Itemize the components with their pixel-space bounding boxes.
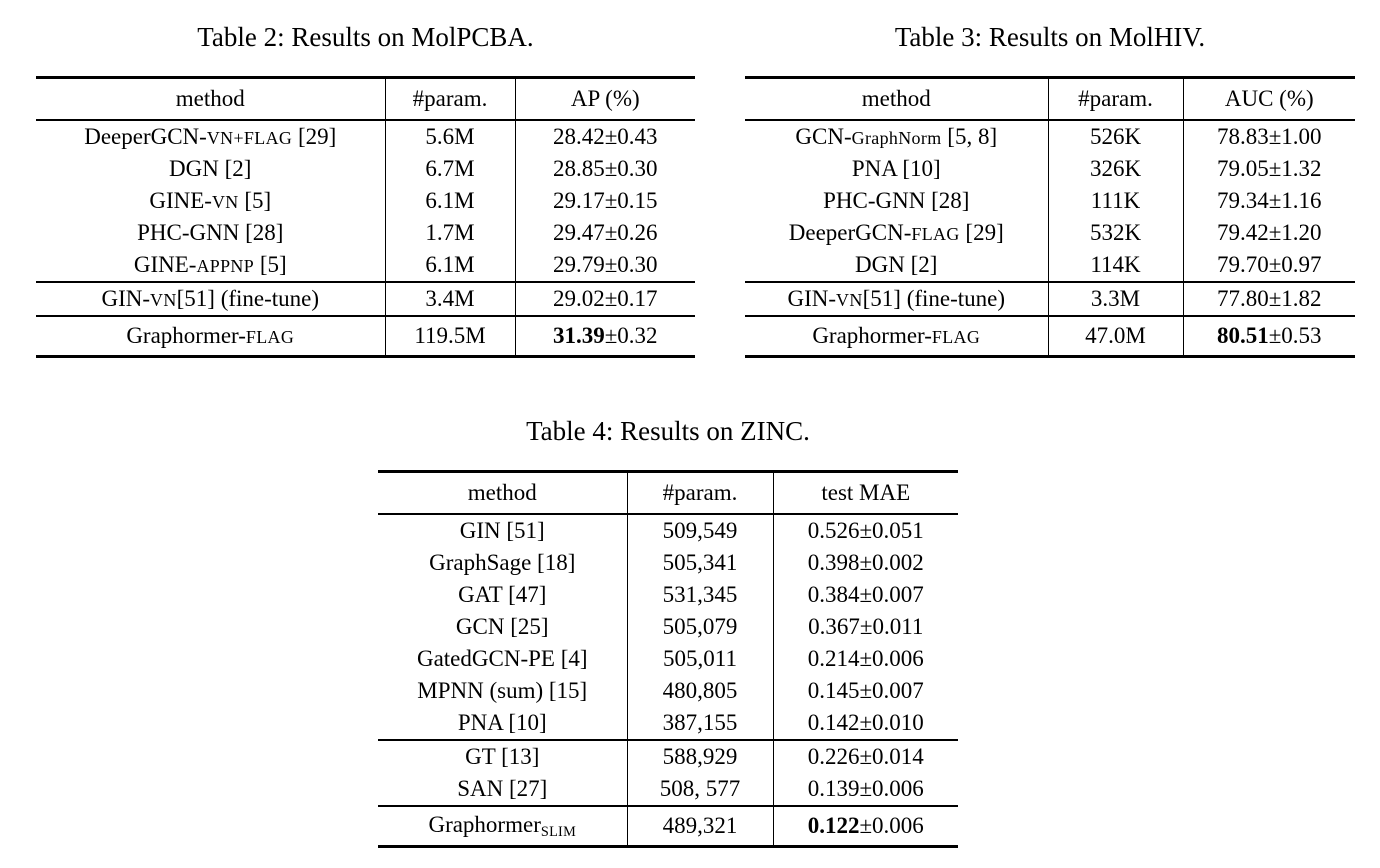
score-stddev: ±1.20 [1268, 220, 1322, 245]
method-text: GraphSage [18] [429, 550, 576, 575]
column-header: test MAE [773, 472, 958, 515]
method-cell [36, 316, 385, 357]
method-text: Graphormer [428, 811, 541, 837]
score-cell [515, 316, 695, 357]
method-text: [29] [959, 220, 1004, 245]
table-row [378, 579, 958, 611]
column-header: method [36, 78, 385, 121]
method-cell [36, 249, 385, 282]
method-cell [378, 643, 627, 675]
method-smallcaps-text: FLAG [911, 224, 960, 244]
param-count-cell: 588,929 [627, 740, 773, 773]
table-row [378, 514, 958, 547]
method-cell [378, 514, 627, 547]
param-count-cell: 509,549 [627, 514, 773, 547]
score-cell [773, 740, 958, 773]
param-count-cell: 111K [1048, 185, 1183, 217]
param-count-cell: 532K [1048, 217, 1183, 249]
table-row [36, 217, 695, 249]
method-cell [745, 282, 1048, 316]
score-value: 79.70 [1216, 252, 1269, 277]
table-row [36, 249, 695, 282]
score-stddev: ±0.006 [859, 813, 924, 838]
column-header: AUC (%) [1183, 78, 1355, 121]
header-row [378, 472, 958, 515]
score-cell [1183, 217, 1355, 249]
table-zinc-section [378, 414, 958, 848]
method-cell [745, 217, 1048, 249]
table-zinc-caption: Table 4: Results on ZINC. [526, 416, 810, 446]
score-value: 0.145 [807, 678, 860, 703]
method-cell [745, 249, 1048, 282]
score-stddev: ±1.32 [1268, 156, 1322, 181]
table-molpcba-caption: Table 2: Results on MolPCBA. [197, 22, 534, 52]
table-row [378, 707, 958, 740]
score-value: 29.02 [552, 286, 605, 311]
param-count-cell: 3.4M [385, 282, 515, 316]
method-text: [29] [292, 124, 337, 149]
score-cell [1183, 282, 1355, 316]
score-stddev: ±0.30 [604, 156, 658, 181]
table-row [36, 316, 695, 357]
score-stddev: ±0.15 [604, 188, 658, 213]
score-stddev: ±0.006 [859, 776, 924, 801]
table-row [745, 217, 1355, 249]
table-row [378, 611, 958, 643]
method-text: GINE- [133, 252, 197, 277]
table-row [745, 316, 1355, 357]
method-text: SAN [27] [457, 776, 548, 801]
header-row [745, 78, 1355, 121]
method-text: Graphormer- [812, 323, 932, 348]
score-stddev: ±0.011 [859, 614, 924, 639]
method-text: [5, 8] [941, 124, 998, 149]
score-cell [773, 675, 958, 707]
table-row [36, 153, 695, 185]
score-stddev: ±1.16 [1268, 188, 1322, 213]
method-cell [745, 316, 1048, 357]
score-stddev: ±1.00 [1268, 124, 1322, 149]
method-text: [5] [238, 188, 272, 213]
method-smallcaps-text: VN [211, 192, 239, 212]
column-header: method [378, 472, 627, 515]
score-stddev: ±0.051 [859, 518, 924, 543]
header-row [36, 78, 695, 121]
score-value: 80.51 [1216, 323, 1269, 348]
score-stddev: ±0.007 [859, 582, 924, 607]
method-text: GIN [51] [459, 518, 545, 543]
score-stddev: ±1.82 [1268, 286, 1322, 311]
table-row [745, 120, 1355, 153]
table-row [378, 547, 958, 579]
table-row [745, 282, 1355, 316]
method-cell [36, 185, 385, 217]
score-value: 0.398 [807, 550, 860, 575]
score-stddev: ±0.53 [1268, 323, 1322, 348]
method-text: GIN- [101, 286, 150, 311]
param-count-cell: 326K [1048, 153, 1183, 185]
method-text: [5] [254, 252, 287, 277]
column-header: #param. [627, 472, 773, 515]
table-row [745, 249, 1355, 282]
score-stddev: ±0.010 [859, 710, 924, 735]
method-text: PNA [10] [851, 156, 941, 181]
method-smallcaps-text: VN [150, 290, 177, 310]
method-cell [745, 153, 1048, 185]
score-value: 0.142 [807, 710, 860, 735]
method-cell [745, 185, 1048, 217]
score-value: 0.226 [807, 744, 860, 769]
score-cell [773, 806, 958, 847]
method-smallcaps-text: FLAG [245, 327, 295, 347]
method-text: PNA [10] [457, 710, 547, 735]
score-cell [1183, 316, 1355, 357]
score-cell [773, 643, 958, 675]
table-row [745, 153, 1355, 185]
score-value: 0.367 [808, 614, 860, 639]
param-count-cell: 505,341 [627, 547, 773, 579]
param-count-cell: 114K [1048, 249, 1183, 282]
method-cell [36, 120, 385, 153]
method-smallcaps-text: FLAG [931, 327, 981, 347]
param-count-cell: 387,155 [627, 707, 773, 740]
score-stddev: ±0.30 [604, 252, 658, 277]
score-value: 31.39 [552, 323, 605, 348]
method-subscript-text: SLIM [540, 823, 577, 840]
method-cell [378, 579, 627, 611]
score-value: 0.139 [807, 776, 860, 801]
table-row [378, 806, 958, 847]
method-cell [378, 806, 627, 847]
score-cell [773, 579, 958, 611]
method-smallcaps-text: VN [836, 290, 863, 310]
table-row [378, 773, 958, 806]
table-row [36, 120, 695, 153]
score-cell [773, 773, 958, 806]
param-count-cell: 526K [1048, 120, 1183, 153]
param-count-cell: 47.0M [1048, 316, 1183, 357]
score-value: 79.05 [1216, 156, 1269, 181]
method-cell [378, 773, 627, 806]
score-stddev: ±0.17 [604, 286, 658, 311]
method-text: DeeperGCN- [788, 220, 912, 245]
table-row [378, 740, 958, 773]
method-text: GCN [25] [455, 614, 549, 639]
score-cell [1183, 249, 1355, 282]
method-text: GAT [47] [458, 582, 547, 607]
score-stddev: ±0.007 [859, 678, 924, 703]
param-count-cell: 480,805 [627, 675, 773, 707]
score-value: 79.34 [1216, 188, 1269, 213]
score-stddev: ±0.97 [1268, 252, 1322, 277]
score-cell [515, 282, 695, 316]
score-value: 77.80 [1216, 286, 1269, 311]
param-count-cell: 508, 577 [627, 773, 773, 806]
score-stddev: ±0.014 [859, 744, 924, 769]
score-value: 0.122 [807, 813, 860, 838]
method-text: GINE- [149, 188, 212, 213]
param-count-cell: 1.7M [385, 217, 515, 249]
column-header: #param. [385, 78, 515, 121]
param-count-cell: 6.1M [385, 249, 515, 282]
method-text: GatedGCN-PE [4] [416, 646, 588, 671]
table-row [745, 185, 1355, 217]
method-cell [378, 547, 627, 579]
score-cell [515, 249, 695, 282]
param-count-cell: 6.7M [385, 153, 515, 185]
method-text: DGN [2] [855, 252, 938, 277]
score-cell [515, 120, 695, 153]
method-smallcaps-text: GraphNorm [851, 128, 942, 148]
table-row [378, 643, 958, 675]
param-count-cell: 505,079 [627, 611, 773, 643]
score-cell [515, 153, 695, 185]
method-cell [378, 740, 627, 773]
score-stddev: ±0.002 [859, 550, 924, 575]
score-stddev: ±0.32 [604, 323, 658, 348]
method-text: DGN [2] [169, 156, 252, 181]
method-text: PHC-GNN [28] [137, 220, 284, 245]
score-value: 29.47 [552, 220, 605, 245]
table-molpcba [36, 76, 695, 358]
score-cell [1183, 153, 1355, 185]
table-molhiv-section [745, 20, 1355, 358]
param-count-cell: 5.6M [385, 120, 515, 153]
method-cell [36, 282, 385, 316]
param-count-cell: 6.1M [385, 185, 515, 217]
score-value: 28.42 [552, 124, 605, 149]
score-value: 29.79 [552, 252, 605, 277]
param-count-cell: 505,011 [627, 643, 773, 675]
score-value: 29.17 [552, 188, 605, 213]
score-value: 0.526 [807, 518, 860, 543]
method-cell [745, 120, 1048, 153]
score-value: 28.85 [552, 156, 605, 181]
score-cell [773, 611, 958, 643]
method-cell [378, 707, 627, 740]
param-count-cell: 489,321 [627, 806, 773, 847]
score-cell [773, 547, 958, 579]
param-count-cell: 119.5M [385, 316, 515, 357]
score-cell [515, 217, 695, 249]
method-text: PHC-GNN [28] [823, 188, 970, 213]
method-text: Graphormer- [126, 323, 246, 348]
table-molhiv-caption: Table 3: Results on MolHIV. [894, 22, 1206, 52]
method-text: DeeperGCN- [84, 124, 207, 149]
method-smallcaps-text: VN+FLAG [206, 128, 293, 148]
method-text: [51] (fine-tune) [176, 286, 320, 311]
param-count-cell: 531,345 [627, 579, 773, 611]
param-count-cell: 3.3M [1048, 282, 1183, 316]
score-value: 78.83 [1216, 124, 1269, 149]
column-header: AP (%) [515, 78, 695, 121]
method-text: GIN- [787, 286, 836, 311]
table-zinc [378, 470, 958, 848]
method-text: GCN- [795, 124, 852, 149]
method-text: GT [13] [465, 744, 540, 769]
method-cell [378, 675, 627, 707]
score-cell [515, 185, 695, 217]
method-smallcaps-text: APPNP [196, 256, 255, 276]
column-header: method [745, 78, 1048, 121]
score-cell [773, 707, 958, 740]
score-stddev: ±0.43 [604, 124, 658, 149]
score-cell [1183, 120, 1355, 153]
table-molpcba-section [36, 20, 695, 358]
score-value: 0.384 [807, 582, 860, 607]
score-stddev: ±0.006 [859, 646, 924, 671]
column-header: #param. [1048, 78, 1183, 121]
method-text: MPNN (sum) [15] [417, 678, 588, 703]
score-cell [773, 514, 958, 547]
score-cell [1183, 185, 1355, 217]
score-value: 0.214 [807, 646, 860, 671]
method-cell [36, 217, 385, 249]
method-cell [378, 611, 627, 643]
score-value: 79.42 [1216, 220, 1269, 245]
score-stddev: ±0.26 [604, 220, 658, 245]
method-cell [36, 153, 385, 185]
method-text: [51] (fine-tune) [862, 286, 1006, 311]
table-molhiv [745, 76, 1355, 358]
table-row [36, 282, 695, 316]
table-row [378, 675, 958, 707]
table-row [36, 185, 695, 217]
